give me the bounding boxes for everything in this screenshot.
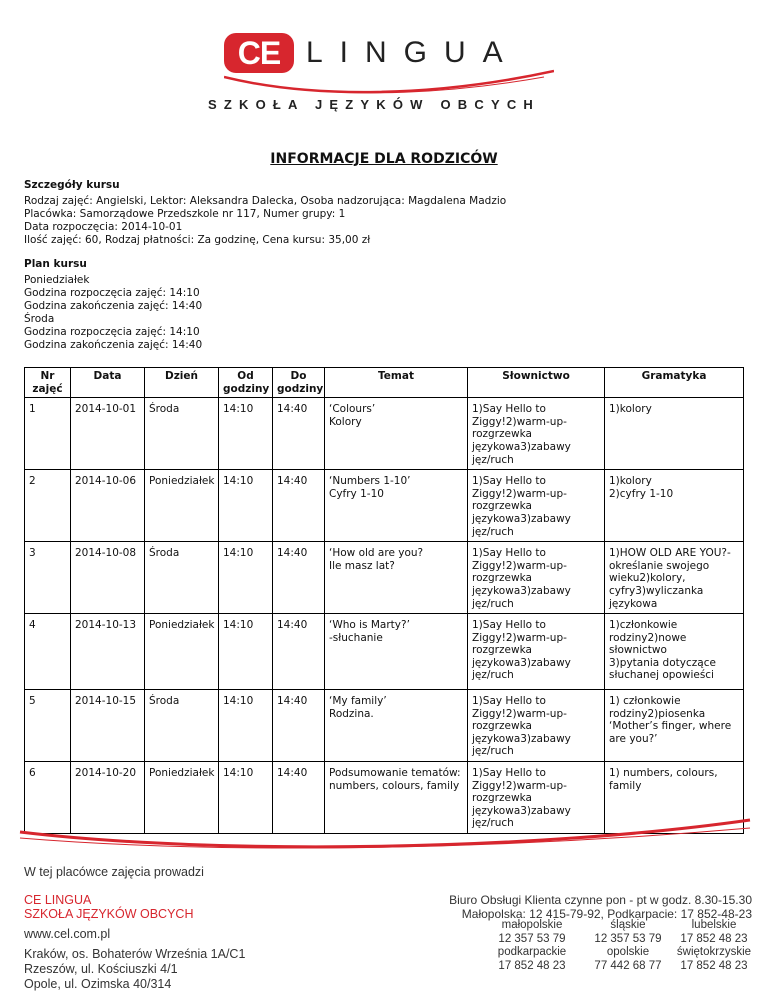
footer-office <box>449 893 752 921</box>
footer-region-col-2 <box>586 919 670 973</box>
header-topic: Temat <box>325 368 468 398</box>
cell-day: Poniedziałek <box>145 762 219 834</box>
header-day: Dzień <box>145 368 219 398</box>
footer-addresses <box>24 947 245 992</box>
region-name: śląskie <box>610 919 646 931</box>
cell-nr: 5 <box>25 690 71 762</box>
region-phone: 17 852 48 23 <box>680 932 748 945</box>
table-header-row <box>25 368 744 398</box>
cell-from: 14:10 <box>219 762 273 834</box>
cell-date: 2014-10-13 <box>71 614 145 690</box>
cell-day: Poniedziałek <box>145 614 219 690</box>
cell-to: 14:40 <box>273 470 325 542</box>
region-phone: 77 442 68 77 <box>594 959 662 972</box>
cell-date: 2014-10-08 <box>71 542 145 614</box>
cell-topic: ‘How old are you? Ile masz lat? <box>325 542 468 614</box>
table-row <box>25 470 744 542</box>
cell-nr: 4 <box>25 614 71 690</box>
footer-region-col-3 <box>672 919 756 973</box>
table-row <box>25 690 744 762</box>
course-detail-line: Ilość zajęć: 60, Rodzaj płatności: Za godzinę, Cena kursu: 35,00 zł <box>24 234 371 246</box>
logo-swoosh-icon <box>224 69 554 95</box>
table-row <box>25 614 744 690</box>
footer-address: Kraków, os. Bohaterów Września 1A/C1 <box>24 947 246 961</box>
cell-from: 14:10 <box>219 542 273 614</box>
header-date: Data <box>71 368 145 398</box>
cell-to: 14:40 <box>273 614 325 690</box>
cell-vocabulary: 1)Say Hello to Ziggy!2)warm-up- rozgrzewka językowa3)zabawy jęz/ruch <box>468 542 605 614</box>
course-plan-line: Poniedziałek <box>24 274 90 286</box>
footer-brand-name: CE LINGUA <box>24 893 92 907</box>
region-name: małopolskie <box>501 919 563 931</box>
course-plan-line: Godzina rozpoczęcia zajęć: 14:10 <box>24 326 200 338</box>
region-name: lubelskie <box>691 919 737 931</box>
logo-wordmark: LINGUA <box>306 36 520 69</box>
region-phone: 17 852 48 23 <box>498 959 566 972</box>
cell-day: Środa <box>145 398 219 470</box>
region-phone: 12 357 53 79 <box>498 932 566 945</box>
cell-vocabulary: 1)Say Hello to Ziggy!2)warm-up- rozgrzewka językowa3)zabawy jęz/ruch <box>468 614 605 690</box>
cell-grammar: 1)kolory 2)cyfry 1-10 <box>605 470 744 542</box>
cell-topic: Podsumowanie tematów: numbers, colours, family <box>325 762 468 834</box>
course-plan-line: Godzina rozpoczęcia zajęć: 14:10 <box>24 287 200 299</box>
course-plan-line: Godzina zakończenia zajęć: 14:40 <box>24 339 203 351</box>
cell-nr: 2 <box>25 470 71 542</box>
cell-from: 14:10 <box>219 470 273 542</box>
header-vocabulary: Słownictwo <box>468 368 605 398</box>
region-name: podkarpackie <box>497 946 567 958</box>
cell-topic: ‘Colours’ Kolory <box>325 398 468 470</box>
page-title: INFORMACJE DLA RODZICÓW <box>270 151 498 167</box>
table-row <box>25 542 744 614</box>
footer-address: Rzeszów, ul. Kościuszki 4/1 <box>24 962 178 976</box>
cell-vocabulary: 1)Say Hello to Ziggy!2)warm-up- rozgrzewka językowa3)zabawy jęz/ruch <box>468 470 605 542</box>
cell-to: 14:40 <box>273 398 325 470</box>
cell-date: 2014-10-06 <box>71 470 145 542</box>
cell-grammar: 1)kolory <box>605 398 744 470</box>
footer-website: www.cel.com.pl <box>24 927 111 941</box>
cell-grammar: 1) numbers, colours, family <box>605 762 744 834</box>
cell-vocabulary: 1)Say Hello to Ziggy!2)warm-up- rozgrzewka językowa3)zabawy jęz/ruch <box>468 398 605 470</box>
cell-grammar: 1) członkowie rodziny2)piosenka ‘Mother’s finger, where are you?’ <box>605 690 744 762</box>
table-body <box>25 398 744 834</box>
footer-intro: W tej placówce zajęcia prowadzi <box>24 865 204 879</box>
cell-nr: 3 <box>25 542 71 614</box>
course-plan-line: Środa <box>24 313 55 325</box>
cell-to: 14:40 <box>273 762 325 834</box>
course-details <box>24 179 506 247</box>
cell-vocabulary: 1)Say Hello to Ziggy!2)warm-up- rozgrzewka językowa3)zabawy jęz/ruch <box>468 690 605 762</box>
region-phone: 17 852 48 23 <box>680 959 748 972</box>
cell-nr: 6 <box>25 762 71 834</box>
course-detail-line: Rodzaj zajęć: Angielski, Lektor: Aleksandra Dalecka, Osoba nadzorująca: Magdalena Madzio <box>24 195 507 207</box>
cell-to: 14:40 <box>273 690 325 762</box>
logo-ce-badge: CE <box>224 33 294 73</box>
header-from: Od godziny <box>219 368 273 398</box>
cell-vocabulary: 1)Say Hello to Ziggy!2)warm-up- rozgrzewka językowa3)zabawy jęz/ruch <box>468 762 605 834</box>
cell-grammar: 1)HOW OLD ARE YOU?- określanie swojego wieku2)kolory, cyfry3)wyliczanka językowa <box>605 542 744 614</box>
header-nr: Nr zajęć <box>25 368 71 398</box>
course-detail-line: Placówka: Samorządowe Przedszkole nr 117, Numer grupy: 1 <box>24 208 346 220</box>
cell-date: 2014-10-15 <box>71 690 145 762</box>
footer-office-phones: Małopolska: 12 415-79-92, Podkarpacie: 17 852-48-23 <box>461 907 752 921</box>
cell-from: 14:10 <box>219 690 273 762</box>
cell-from: 14:10 <box>219 398 273 470</box>
footer-brand-tagline: SZKOŁA JĘZYKÓW OBCYCH <box>24 907 194 921</box>
cell-date: 2014-10-20 <box>71 762 145 834</box>
footer-office-hours: Biuro Obsługi Klienta czynne pon - pt w godz. 8.30-15.30 <box>449 893 752 907</box>
cell-grammar: 1)członkowie rodziny2)nowe słownictwo 3)pytania dotyczące słuchanej opowieści <box>605 614 744 690</box>
region-name: świętokrzyskie <box>676 946 752 958</box>
header-to: Do godziny <box>273 368 325 398</box>
cell-topic: ‘My family’ Rodzina. <box>325 690 468 762</box>
region-phone: 12 357 53 79 <box>594 932 662 945</box>
cell-to: 14:40 <box>273 542 325 614</box>
cell-day: Poniedziałek <box>145 470 219 542</box>
course-plan <box>24 258 202 352</box>
cell-from: 14:10 <box>219 614 273 690</box>
cell-day: Środa <box>145 690 219 762</box>
course-details-heading: Szczegóły kursu <box>24 179 120 191</box>
course-plan-line: Godzina zakończenia zajęć: 14:40 <box>24 300 203 312</box>
cell-nr: 1 <box>25 398 71 470</box>
region-name: opolskie <box>606 946 650 958</box>
footer-swoosh-icon <box>0 818 768 858</box>
logo <box>208 33 554 118</box>
table-row <box>25 398 744 470</box>
cell-day: Środa <box>145 542 219 614</box>
footer-address: Opole, ul. Ozimska 40/314 <box>24 977 172 991</box>
course-detail-line: Data rozpoczęcia: 2014-10-01 <box>24 221 183 233</box>
course-plan-heading: Plan kursu <box>24 258 87 270</box>
footer-region-col-1 <box>484 919 580 973</box>
cell-date: 2014-10-01 <box>71 398 145 470</box>
cell-topic: ‘Numbers 1-10’ Cyfry 1-10 <box>325 470 468 542</box>
logo-tagline: SZKOŁA JĘZYKÓW OBCYCH <box>208 97 541 112</box>
header-grammar: Gramatyka <box>605 368 744 398</box>
schedule-table <box>24 367 744 834</box>
cell-topic: ‘Who is Marty?’ -słuchanie <box>325 614 468 690</box>
